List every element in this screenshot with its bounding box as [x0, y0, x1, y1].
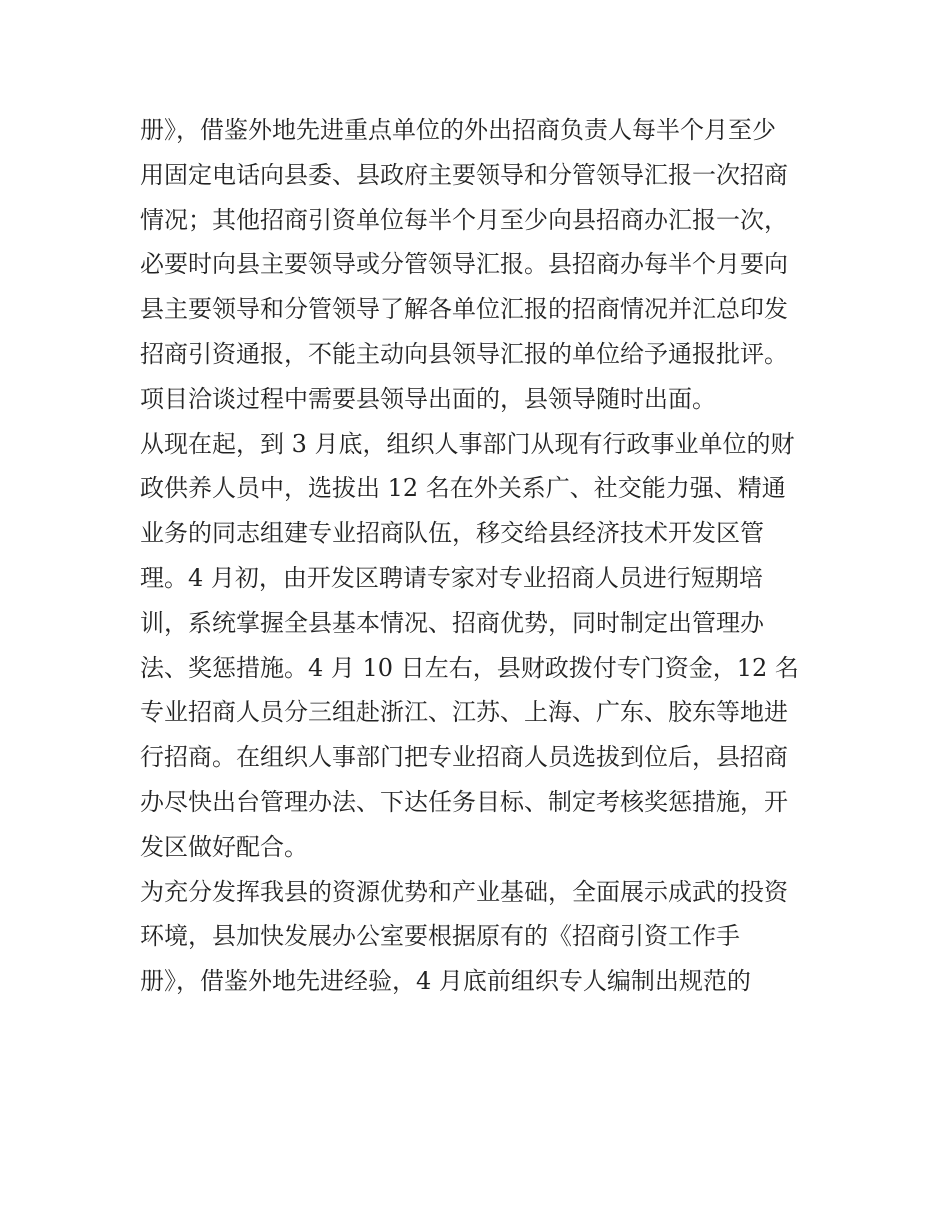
text-line: 专业招商人员分三组赴浙江、江苏、上海、广东、胶东等地进	[140, 698, 788, 727]
text-line: 政供养人员中，选拔出 12 名在外关系广、社交能力强、精通	[140, 474, 786, 503]
text-line: 理。4 月初，由开发区聘请专家对专业招商人员进行短期培	[140, 563, 763, 592]
text-line: 环境，县加快发展办公室要根据原有的《招商引资工作手	[140, 922, 740, 951]
text-line: 用固定电话向县委、县政府主要领导和分管领导汇报一次招商	[140, 160, 788, 189]
document-body	[140, 108, 820, 1004]
text-line: 训，系统掌握全县基本情况、招商优势，同时制定出管理办	[140, 608, 764, 637]
text-line: 为充分发挥我县的资源优势和产业基础，全面展示成武的投资	[140, 877, 788, 906]
text-line: 册》，借鉴外地先进重点单位的外出招商负责人每半个月至少	[140, 116, 776, 144]
text-line: 册》，借鉴外地先进经验，4 月底前组织专人编制出规范的	[140, 967, 751, 996]
text-line: 行招商。在组织人事部门把专业招商人员选拔到位后，县招商	[140, 743, 788, 772]
text-line: 发区做好配合。	[140, 832, 308, 861]
text-line: 项目洽谈过程中需要县领导出面的，县领导随时出面。	[140, 384, 716, 413]
text-line: 办尽快出台管理办法、下达任务目标、制定考核奖惩措施，开	[140, 787, 788, 816]
text-line: 县主要领导和分管领导了解各单位汇报的招商情况并汇总印发	[140, 295, 788, 324]
text-line: 情况；其他招商引资单位每半个月至少向县招商办汇报一次，	[140, 205, 788, 234]
text-line: 从现在起，到 3 月底，组织人事部门从现有行政事业单位的财	[140, 429, 795, 458]
text-line: 业务的同志组建专业招商队伍，移交给县经济技术开发区管	[140, 519, 764, 548]
text-line: 必要时向县主要领导或分管领导汇报。县招商办每半个月要向	[140, 250, 788, 279]
text-line: 法、奖惩措施。4 月 10 日左右，县财政拨付专门资金，12 名	[140, 653, 799, 682]
text-line: 招商引资通报，不能主动向县领导汇报的单位给予通报批评。	[140, 339, 788, 368]
